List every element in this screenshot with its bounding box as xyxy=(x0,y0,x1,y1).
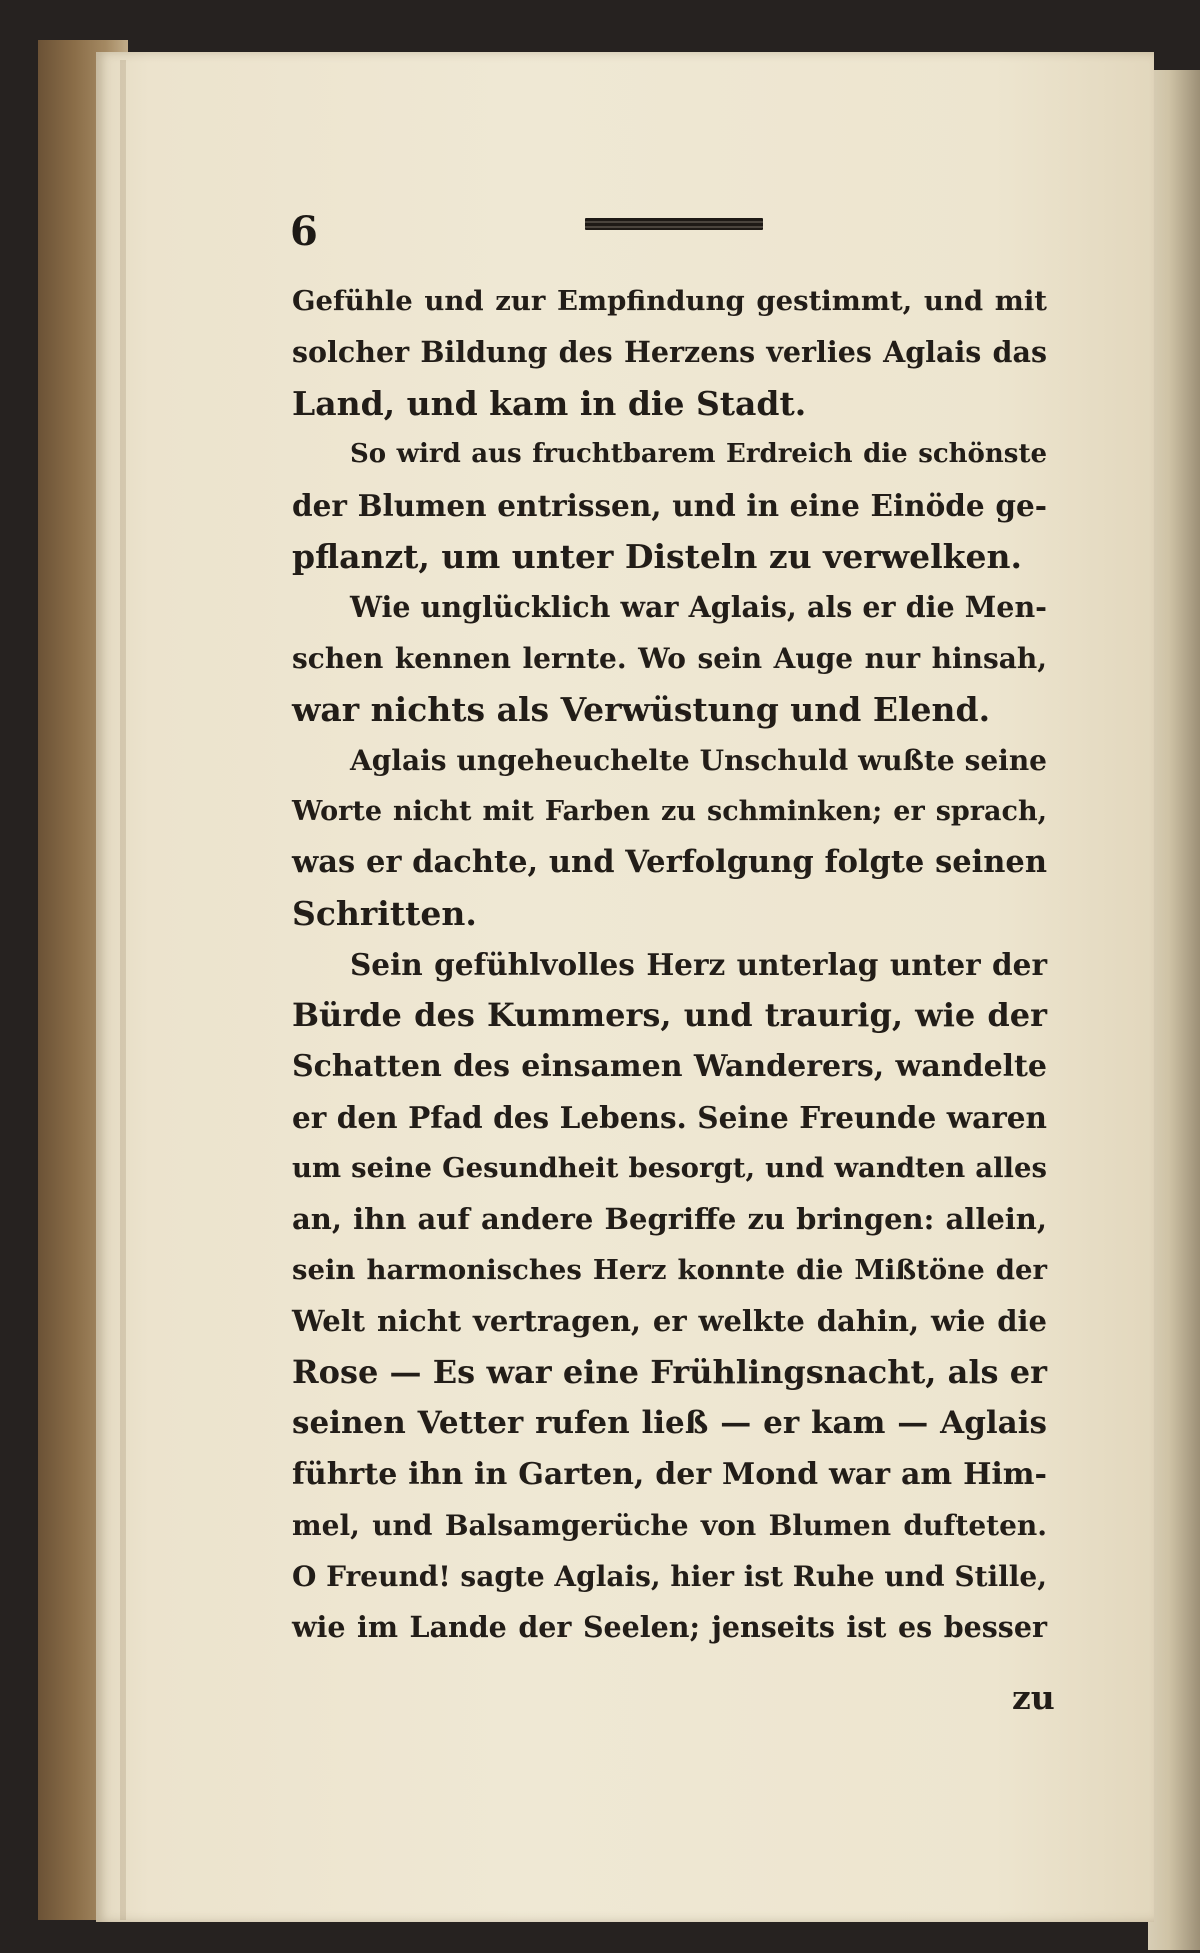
text-line: Bürde des Kummers, und traurig, wie der xyxy=(292,996,1047,1034)
text-line: was er dachte, und Verfolgung folgte seinen xyxy=(292,844,1047,880)
text-line: Worte nicht mit Farben zu schminken; er sprach, xyxy=(292,796,1047,827)
text-line: Schatten des einsamen Wanderers, wandelte xyxy=(292,1049,1047,1084)
text-line: seinen Vetter rufen ließ — er kam — Aglais xyxy=(292,1405,1047,1441)
text-line: Schritten. xyxy=(292,894,477,933)
text-line: führte ihn in Garten, der Mond war am Him- xyxy=(292,1457,1047,1492)
facing-page-edge xyxy=(1148,70,1200,1950)
text-line: Wie unglücklich war Aglais, als er die Men- xyxy=(350,590,1047,624)
page-gutter-shadow xyxy=(120,60,126,1920)
text-line: an, ihn auf andere Begriffe zu bringen: allein, xyxy=(292,1202,1047,1236)
text-line: Gefühle und zur Empfindung gestimmt, und mit xyxy=(292,285,1047,317)
text-line: Sein gefühlvolles Herz unterlag unter der xyxy=(350,947,1047,982)
text-line: pflanzt, um unter Disteln zu verwelken. xyxy=(292,537,1022,576)
catchword: zu xyxy=(1012,1678,1055,1717)
text-line: Rose — Es war eine Frühlingsnacht, als er xyxy=(292,1353,1047,1391)
header-rule xyxy=(585,218,763,230)
page-number: 6 xyxy=(290,208,318,255)
text-line: Welt nicht vertragen, er welkte dahin, wie die xyxy=(292,1304,1047,1338)
text-line: O Freund! sagte Aglais, hier ist Ruhe und Stille, xyxy=(292,1560,1047,1593)
text-line: war nichts als Verwüstung und Elend. xyxy=(292,690,991,729)
text-line: mel, und Balsamgerüche von Blumen dufteten. xyxy=(292,1509,1047,1542)
text-line: sein harmonisches Herz konnte die Mißtöne der xyxy=(292,1254,1047,1286)
text-line: er den Pfad des Lebens. Seine Freunde waren xyxy=(292,1100,1047,1135)
text-line: um seine Gesundheit besorgt, und wandten alles xyxy=(292,1152,1047,1184)
text-line: Land, und kam in die Stadt. xyxy=(292,384,807,423)
body-text xyxy=(292,276,1047,1653)
text-line: wie im Lande der Seelen; jenseits ist es besser xyxy=(292,1610,1047,1644)
text-line: Aglais ungeheuchelte Unschuld wußte seine xyxy=(350,744,1047,777)
text-line: der Blumen entrissen, und in eine Einöde ge- xyxy=(292,488,1047,523)
text-line: solcher Bildung des Herzens verlies Aglais das xyxy=(292,335,1047,369)
text-line: schen kennen lernte. Wo sein Auge nur hinsah, xyxy=(292,642,1047,675)
text-line: So wird aus fruchtbarem Erdreich die schönste xyxy=(350,439,1047,469)
